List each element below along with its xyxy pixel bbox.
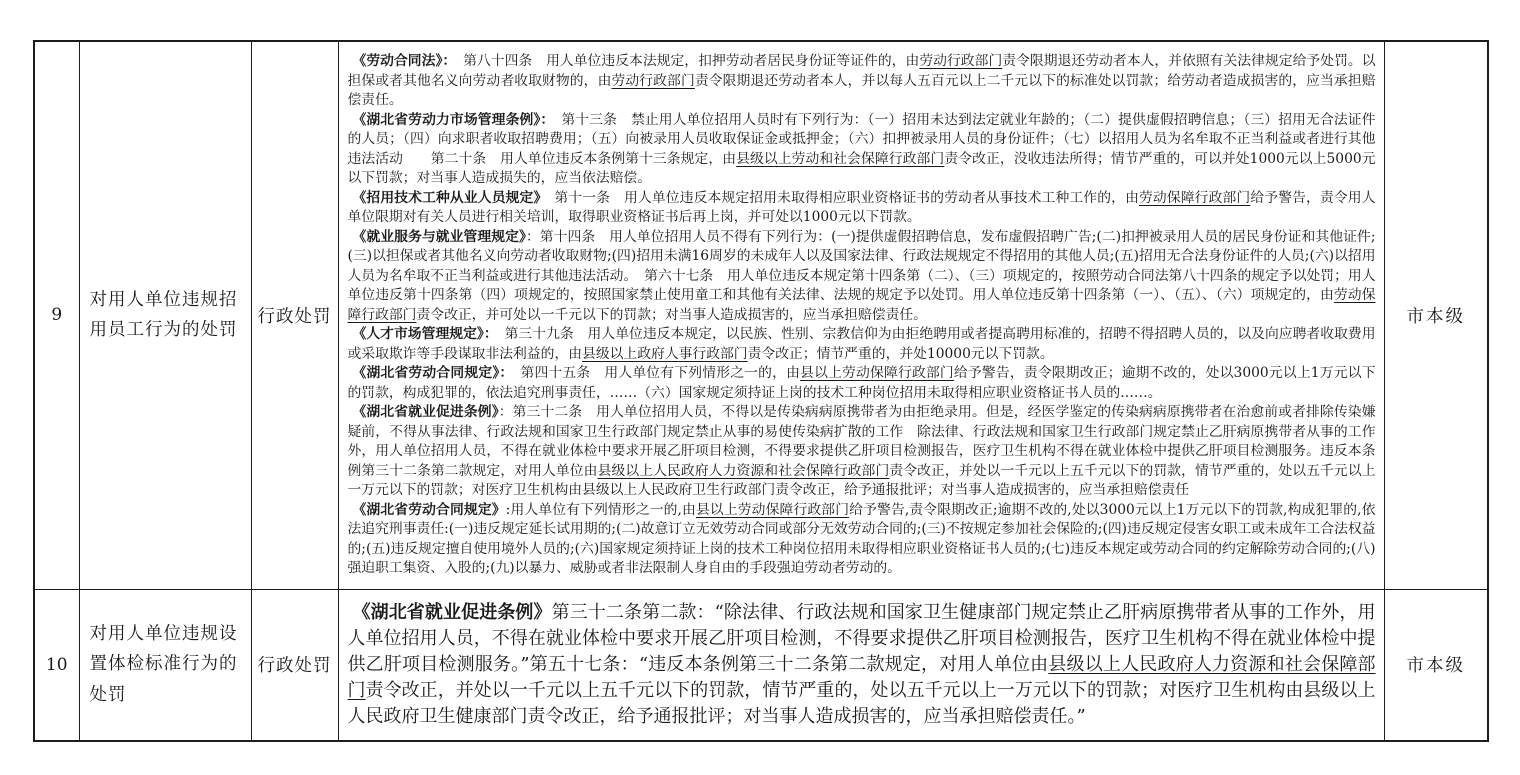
- authority-level: 市本级: [1384, 589, 1488, 741]
- penalty-type: 行政处罚: [251, 41, 338, 589]
- row-number: 9: [34, 41, 79, 589]
- legal-paragraph: 《就业服务与就业管理规定》：第十四条 用人单位招用人员不得有下列行为：(一)提供虚假招聘信息，发布虚假招聘广告;(二)扣押被录用人员的居民身份证和其他证件;(三)以担保或者其他名义向劳动者收取财物;(四)招用未满16周岁的未成年人以及国家法律、行政法规规定不得招用的其他人员;(五)招用无合法身份证件的人员;(六)以招用人员为名牟取不正当利益或进行其他违法活动。 第六十七条 用人单位违反本规定第十四条第（二）、（三）项规定的，按照劳动合同法第八十四条的规定予以处罚；用人单位违反第十四条第（四）项规定的，按照国家禁止使用童工和其他有关法律、法规的规定予以处罚。用人单位违反第十四条第（一）、（五）、（六）项规定的，由劳动保障行政部门责令改正，并可处以一千元以下的罚款；对当事人造成损害的，应当承担赔偿责任。: [347, 228, 1376, 323]
- authority-level: 市本级: [1384, 41, 1488, 589]
- legal-paragraph: 《湖北省劳动合同规定》:用人单位有下列情形之一的,由县以上劳动保障行政部门给予警告,责令限期改正;逾期不改的,处以3000元以上1万元以下的罚款,构成犯罪的,依法追究刑事责任:(一)违反规定延长试用期的;(二)故意订立无效劳动合同或部分无效劳动合同的;(三)不按规定参加社会保险的;(四)违反规定侵害女职工或未成年工合法权益的;(五)违反规定擅自使用境外人员的;(六)国家规定须持证上岗的技术工种岗位招用未取得相应职业资格证书人员的;(七)违反本规定或劳动合同的约定解除劳动合同的;(八)强迫职工集资、入股的;(九)以暴力、威胁或者非法限制人身自由的手段强迫劳动者劳动的。: [347, 501, 1376, 576]
- legal-paragraph: 《湖北省劳动力市场管理条例》： 第十三条 禁止用人单位招用人员时有下列行为：（一）招用未达到法定就业年龄的；（二）提供虚假招聘信息；（三）招用无合法证件的人员；（四）向求职者收取招聘费用；（五）向被录用人员收取保证金或抵押金；（六）扣押被录用人员的身份证件；（七）以招用人员为名牟取不正当利益或者进行其他违法活动 第二十条 用人单位违反本条例第十三条规定，由县级以上劳动和社会保障行政部门责令改正，没收违法所得；情节严重的，可以并处1000元以上5000元以下罚款；对当事人造成损失的，应当依法赔偿。: [347, 111, 1376, 186]
- penalty-item-name: 对用人单位违规招用员工行为的处罚: [79, 41, 251, 589]
- legal-paragraph: 《湖北省就业促进条例》第三十二条第二款：“除法律、行政法规和国家卫生健康部门规定禁止乙肝病原携带者从事的工作外，用人单位招用人员，不得在就业体检中要求开展乙肝项目检测，不得要求提供乙肝项目检测报告，医疗卫生机构不得在就业体检中提供乙肝项目检测服务。”第五十七条：“违反本条例第三十二条第二款规定，对用人单位由县级以上人民政府人力资源和社会保障部门责令改正，并处以一千元以上五千元以下的罚款，情节严重的，处以五千元以上一万元以下的罚款；对医疗卫生机构由县级以上人民政府卫生健康部门责令改正，给予通报批评；对当事人造成损害的，应当承担赔偿责任。”: [347, 601, 1376, 727]
- legal-paragraph: 《招用技术工种从业人员规定》 第十一条 用人单位违反本规定招用未取得相应职业资格证书的劳动者从事技术工种工作的，由劳动保障行政部门给予警告，责令用人单位限期对有关人员进行相关培训，取得职业资格证书后再上岗，并可处以1000元以下罚款。: [347, 189, 1376, 225]
- legal-paragraph: 《湖北省就业促进条例》：第三十二条 用人单位招用人员，不得以是传染病病原携带者为由拒绝录用。但是，经医学鉴定的传染病病原携带者在治愈前或者排除传染嫌疑前，不得从事法律、行政法规和国家卫生行政部门规定禁止从事的易使传染病扩散的工作 除法律、行政法规和国家卫生行政部门规定禁止乙肝病原携带者从事的工作外，用人单位招用人员，不得在就业体检中要求开展乙肝项目检测，不得要求提供乙肝项目检测报告，医疗卫生机构不得在就业体检中提供乙肝项目检测服务。违反本条例第三十二条第二款规定，对用人单位由县级以上人民政府人力资源和社会保障行政部门责令改正，并处以一千元以上五千元以下的罚款，情节严重的，处以五千元以上一万元以下的罚款；对医疗卫生机构由县级以上人民政府卫生行政部门责令改正，给予通报批评；对当事人造成损害的，应当承担赔偿责任: [347, 404, 1376, 498]
- table-row: [34, 41, 1488, 589]
- penalty-item-name: 对用人单位违规设置体检标准行为的处罚: [79, 589, 251, 741]
- legal-paragraph: 《湖北省劳动合同规定》： 第四十五条 用人单位有下列情形之一的，由县以上劳动保障行政部门给予警告，责令限期改正；逾期不改的，处以3000元以上1万元以下的罚款，构成犯罪的，依法追究刑事责任，……（六）国家规定须持证上岗的技术工种岗位招用未取得相应职业资格证书人员的……。: [347, 365, 1376, 401]
- table-row: [34, 589, 1488, 741]
- legal-paragraph: 《人才市场管理规定》： 第三十九条 用人单位违反本规定，以民族、性别、宗教信仰为由拒绝聘用或者提高聘用标准的，招聘不得招聘人员的，以及向应聘者收取费用或采取欺诈等手段谋取非法利益的，由县级以上政府人事行政部门责令改正；情节严重的，并处10000元以下罚款。: [347, 326, 1376, 362]
- penalty-type: 行政处罚: [251, 589, 338, 741]
- legal-paragraph: 《劳动合同法》： 第八十四条 用人单位违反本法规定，扣押劳动者居民身份证等证件的，由劳动行政部门责令限期退还劳动者本人，并依照有关法律规定给予处罚。以担保或者其他名义向劳动者收取财物的，由劳动行政部门责令限期退还劳动者本人，并以每人五百元以上二千元以下的标准处以罚款；给劳动者造成损害的，应当承担赔偿责任。: [347, 53, 1376, 108]
- penalty-authority-table: [33, 40, 1489, 742]
- legal-basis-text: [338, 589, 1384, 741]
- row-number: 10: [34, 589, 79, 741]
- legal-basis-text: [338, 41, 1384, 589]
